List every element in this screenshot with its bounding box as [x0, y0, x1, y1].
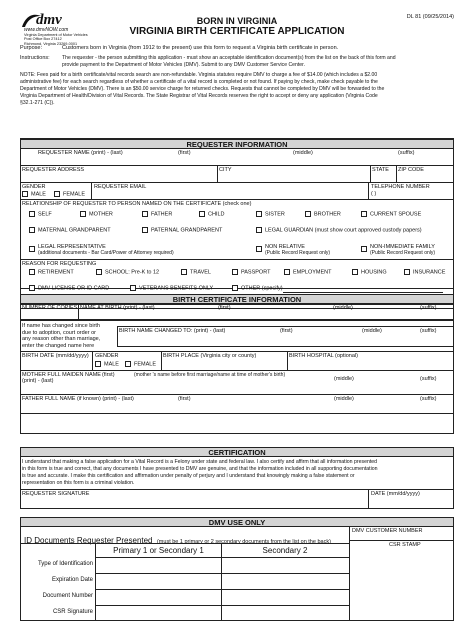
dmv-section-title: DMV USE ONLY — [20, 517, 454, 527]
changed-text-3: any reason other than marriage, — [22, 336, 101, 342]
csr-stamp-label: CSR STAMP — [389, 542, 421, 548]
csr-stamp-area[interactable] — [351, 549, 453, 619]
requester-section-frame — [20, 139, 454, 309]
reason-school[interactable]: SCHOOL: Pre-K to 12 — [96, 269, 159, 276]
rel-current-spouse[interactable]: CURRENT SPOUSE — [361, 211, 421, 218]
changed-text-4: enter the changed name here — [22, 342, 95, 349]
title-line-2: VIRGINIA BIRTH CERTIFICATE APPLICATION — [129, 26, 345, 37]
mother-middle-label: (middle) — [334, 376, 354, 382]
cert-section-title: CERTIFICATION — [20, 447, 454, 457]
requester-zip-label: ZIP CODE — [398, 167, 424, 173]
agency-line-1: Virginia Department of Motor Vehicles — [24, 33, 88, 37]
id-docs-label: ID Documents Requester Presented — [24, 536, 153, 545]
reason-veterans[interactable]: VETERANS BENEFITS ONLY — [130, 285, 213, 292]
logo-tagline: www.dmvNOW.com — [24, 27, 69, 33]
type-id-primary-field[interactable] — [96, 558, 220, 572]
signature-label: REQUESTER SIGNATURE — [22, 491, 90, 497]
requester-email-label: REQUESTER EMAIL — [94, 184, 147, 190]
rel-paternal-grandparent[interactable]: PATERNAL GRANDPARENT — [142, 227, 222, 234]
cert-date-field[interactable] — [370, 498, 453, 508]
reason-insurance[interactable]: INSURANCE — [404, 269, 445, 276]
rel-mother[interactable]: MOTHER — [80, 211, 113, 218]
instructions-label: Instructions: — [20, 55, 50, 61]
changed-to-label: BIRTH NAME CHANGED TO: (print) - (last) — [119, 328, 226, 334]
note-line-5: §32.1-271 (C)). — [20, 100, 55, 106]
birth-gender-label: GENDER — [95, 353, 119, 359]
requester-male-option[interactable]: MALE — [22, 191, 46, 198]
doc-number-primary-field[interactable] — [96, 590, 220, 604]
signature-field[interactable] — [21, 498, 366, 508]
birth-suffix-label: (suffix) — [420, 305, 437, 311]
requester-city-label: CITY — [219, 167, 232, 173]
mother-suffix-label: (suffix) — [420, 376, 437, 382]
requester-female-option[interactable]: FEMALE — [54, 191, 85, 198]
rel-legal-guardian[interactable]: LEGAL GUARDIAN (must show court approved custody papers) — [256, 227, 422, 234]
reason-retirement[interactable]: RETIREMENT — [29, 269, 74, 276]
purpose-label: Purpose: — [20, 45, 43, 51]
changed-suffix-label: (suffix) — [420, 328, 437, 334]
changed-text-2: due to adoption, court order or — [22, 329, 96, 336]
changed-first-label: (first) — [280, 328, 293, 334]
mother-note: (mother 's name before first marriage/name at time of mother's birth) — [134, 372, 286, 378]
note-line-1: NOTE: Fees paid for a birth certificate/vital records search are non-refundable. Virginia statutes require DMV to charge a fee of $14.00 (which includes a $2.00 — [20, 72, 378, 78]
hospital-label: BIRTH HOSPITAL (optional) — [289, 353, 358, 359]
father-first-label: (first) — [178, 396, 191, 402]
csr-signature-primary-field[interactable] — [96, 606, 220, 620]
birth-male-option[interactable]: MALE — [95, 361, 119, 368]
note-line-3: Department of Motor Vehicles (DMV). There is an $50.00 service charge for returned checks. Requests that cannot be completed by DMV will be forwarded to the — [20, 86, 385, 92]
rel-legal-representative[interactable]: LEGAL REPRESENTATIVE (additional documents - Bar Card/Power of Attorney required) — [29, 244, 174, 256]
name-at-birth-label: NAME AT BIRTH (print) - (last) — [80, 305, 155, 311]
customer-number-label: DMV CUSTOMER NUMBER — [352, 528, 423, 534]
copies-label: NUMBER OF COPIES — [22, 305, 78, 311]
title-line-1: BORN IN VIRGINIA — [196, 16, 278, 26]
requester-phone-field[interactable]: ( ) — [371, 191, 377, 197]
changed-middle-label: (middle) — [362, 328, 382, 334]
birth-section-frame — [20, 294, 454, 414]
birth-first-label: (first) — [218, 305, 231, 311]
id-docs-note: (must be 1 primary or 2 secondary documents from the list on the back) — [156, 539, 331, 545]
cert-date-label: DATE (mm/dd/yyyy) — [371, 491, 420, 497]
requester-first-label: (first) — [178, 150, 191, 156]
mother-label-1: MOTHER FULL MAIDEN NAME — [22, 372, 101, 378]
col1-header: Primary 1 or Secondary 1 — [113, 546, 204, 555]
rel-brother[interactable]: BROTHER — [305, 211, 341, 218]
birthplace-label: BIRTH PLACE (Virginia city or county) — [163, 353, 257, 359]
csr-signature-secondary-field[interactable] — [222, 606, 348, 620]
row-label-doc-number: Document Number — [42, 593, 93, 599]
reason-employment[interactable]: EMPLOYMENT — [284, 269, 332, 276]
row-label-expiration: Expiration Date — [51, 577, 93, 583]
birth-female-option[interactable]: FEMALE — [125, 361, 156, 368]
reason-dmv-license[interactable]: DMV LICENSE OR ID CARD — [29, 285, 109, 292]
reason-label: REASON FOR REQUESTING — [22, 261, 97, 267]
father-middle-label: (middle) — [334, 396, 354, 402]
col2-header: Secondary 2 — [262, 546, 308, 555]
rel-maternal-grandparent[interactable]: MATERNAL GRANDPARENT — [29, 227, 111, 234]
requester-phone-label: TELEPHONE NUMBER — [371, 184, 430, 190]
mother-first-label: (first) — [102, 372, 115, 378]
mother-label-2: (print) - (last) — [22, 378, 54, 384]
requester-state-label: STATE — [372, 167, 389, 173]
note-line-4: Virginia Department of Health/Division of Vital Records. The State Registrar of Vital Records reserves the right to accept or deny any application (Virginia Code — [20, 93, 378, 99]
changed-text-1: If name has changed since birth — [22, 323, 100, 329]
agency-line-2: Post Office Box 27412 — [24, 37, 62, 42]
relationship-label: RELATIONSHIP OF REQUESTER TO PERSON NAMED ON THE CERTIFICATE (check one) — [22, 201, 252, 207]
requester-address-label: REQUESTER ADDRESS — [22, 167, 85, 173]
row-label-csr-signature: CSR Signature — [52, 609, 93, 615]
requester-section-title: REQUESTER INFORMATION — [20, 139, 454, 149]
instructions-line-1: The requester - the person submitting this application - must show an acceptable identification document(s) from the list on the back of this form and — [62, 55, 396, 61]
purpose-text: Customers born in Virginia (from 1912 to the present) use this form to request a Virginia birth certificate in person. — [62, 45, 339, 51]
agency-line-3: Richmond, Virginia 23269-0001 — [24, 41, 78, 46]
type-id-secondary-field[interactable] — [222, 558, 348, 572]
reason-other[interactable]: OTHER (specify) — [232, 285, 283, 292]
reason-passport[interactable]: PASSPORT — [232, 269, 270, 276]
instructions-line-2: provide payment to the Department of Motor Vehicles (DMV). Submit to any DMV Customer Service Center. — [62, 62, 305, 68]
requester-middle-label: (middle) — [293, 150, 313, 156]
requester-gender-label: GENDER — [22, 184, 46, 190]
rel-sister[interactable]: SISTER — [256, 211, 285, 218]
father-suffix-label: (suffix) — [420, 396, 437, 402]
cert-text-1: I understand that making a false application for a Vital Record is a Felony under state and federal law. I also certify and affirm that all information presented — [22, 459, 378, 465]
rel-non-relative[interactable]: NON RELATIVE (Public Record Request only) — [256, 244, 330, 256]
reason-housing[interactable]: HOUSING — [352, 269, 387, 276]
doc-number-secondary-field[interactable] — [222, 590, 348, 604]
cert-text-3: is true and accurate. I make this certification and affirmation under penalty of perjury and I understand that knowingly making a false statement or — [22, 473, 355, 479]
rel-self[interactable]: SELF — [29, 211, 52, 218]
birth-middle-label: (middle) — [333, 305, 353, 311]
form-number: DL 81 (09/25/2014) — [406, 14, 454, 20]
row-label-type: Type of Identification — [37, 561, 93, 567]
requester-name-label: REQUESTER NAME (print) - (last) — [38, 150, 123, 156]
rel-non-immediate-family[interactable]: NON-IMMEDIATE FAMILY (Public Record Request only) — [361, 244, 435, 256]
expiration-primary-field[interactable] — [96, 574, 220, 588]
dob-label: BIRTH DATE (mm/dd/yyyy) — [22, 353, 89, 359]
rel-father[interactable]: FATHER — [142, 211, 172, 218]
logo-text: dmv — [36, 12, 62, 28]
note-line-2: administrative fee) for each search regardless of whether a certificate of a vital record is completed or not found. If paying by check, make check payable to the — [20, 79, 378, 85]
father-label: FATHER FULL NAME (if known) (print) - (last) — [22, 396, 134, 402]
reason-travel[interactable]: TRAVEL — [181, 269, 211, 276]
birth-section-title-bar: BIRTH CERTIFICATE INFORMATION — [20, 294, 454, 304]
requester-suffix-label: (suffix) — [398, 150, 415, 156]
expiration-secondary-field[interactable] — [222, 574, 348, 588]
cert-text-2: in this form is true and correct, that any documents I have presented to DMV are genuine, and that the information included in all supporting documentation — [22, 466, 378, 472]
rel-child[interactable]: CHILD — [199, 211, 225, 218]
cert-text-4: representation on this form is a criminal violation. — [22, 480, 135, 486]
